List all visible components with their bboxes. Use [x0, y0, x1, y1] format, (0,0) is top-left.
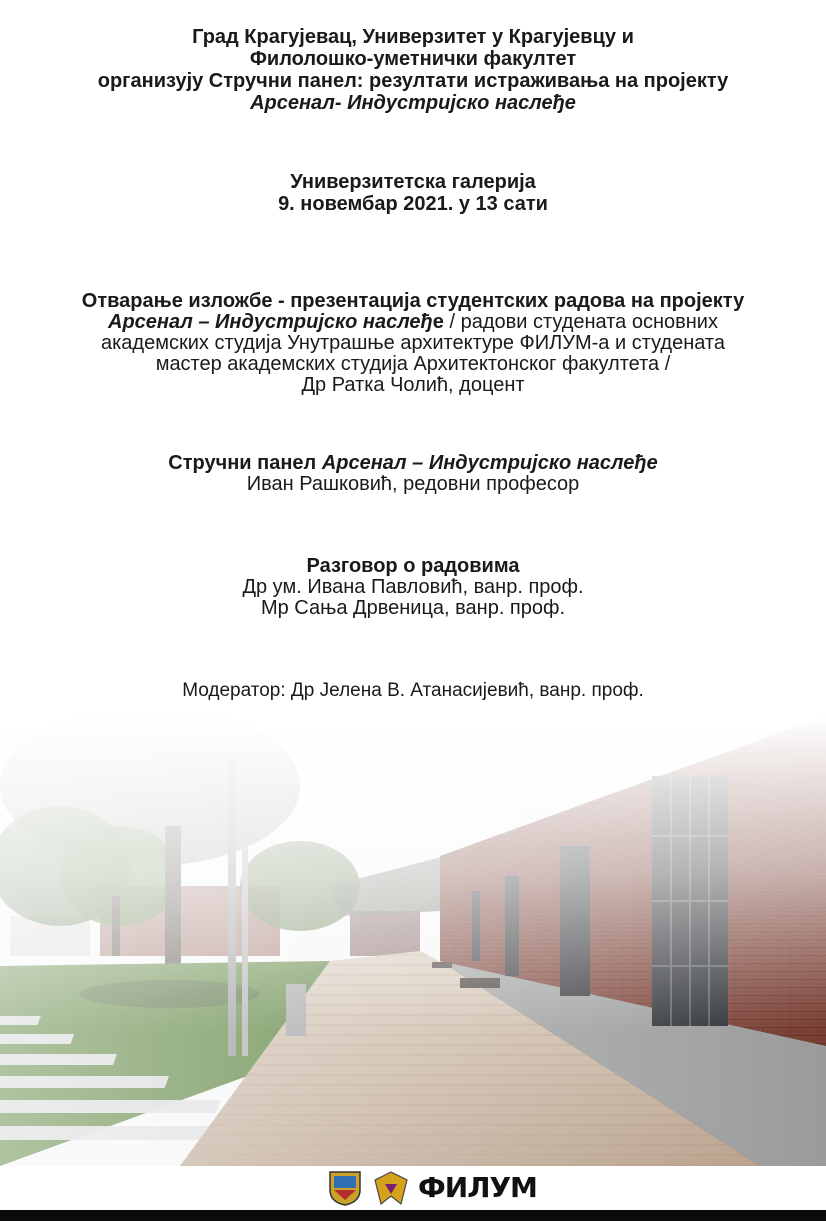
kragujevac-coat-of-arms-icon [328, 1170, 362, 1206]
event-date: 9. новембар 2021. у 13 сати [278, 193, 548, 215]
moderator-text: Модератор: Др Јелена В. Атанасијевић, ванр. проф. [182, 680, 644, 701]
moderator-line [0, 680, 826, 701]
works-discussion [0, 556, 826, 619]
venue-info [0, 171, 826, 215]
exhibition-description-line-3: академских студија Унутрашње архитектуре ФИЛУМ-а и студената [100, 332, 725, 354]
exhibition-project-italic: Арсенал – Индустријско наслеђ [108, 311, 433, 333]
exhibition-opening [0, 291, 826, 396]
organizers-line-3: организују Стручни панел: резултати истраживања на пројекту [97, 70, 729, 92]
organizers-line-2: Филолошко-уметнички факултет [249, 48, 577, 70]
exhibition-description-line-4: мастер академских студија Архитектонског факултета / [155, 353, 671, 375]
exhibition-description-start: / радови студената основних [443, 311, 718, 333]
exhibition-project-tail: е [432, 311, 444, 333]
filum-logo: ФИЛУМ [418, 1171, 537, 1204]
panel-speaker: Иван Рашковић, редовни професор [246, 473, 580, 495]
panel-title-project: Арсенал – Индустријско наслеђе [321, 452, 658, 474]
project-name: Арсенал- Индустријско наслеђе [250, 92, 576, 114]
discussion-speaker-2: Мр Сања Дрвеница, ванр. проф. [260, 597, 566, 619]
arsenal-rendering-image [0, 716, 826, 1166]
footer-logos [0, 1166, 826, 1210]
panel-title-prefix: Стручни панел [168, 452, 322, 474]
venue-place: Универзитетска галерија [290, 171, 536, 193]
bottom-bar [0, 1210, 826, 1221]
expert-panel [0, 453, 826, 495]
exhibition-title: Отварање изложбе - презентација студентских радова на пројекту [81, 290, 745, 312]
discussion-title: Разговор о радовима [306, 555, 520, 577]
university-crest-icon [371, 1170, 411, 1208]
discussion-speaker-1: Др ум. Ивана Павловић, ванр. проф. [242, 576, 584, 598]
exhibition-presenter: Др Ратка Чолић, доцент [301, 374, 525, 396]
organizers-heading [0, 26, 826, 114]
organizers-line-1: Град Крагујевац, Универзитет у Крагујевцу и [192, 26, 634, 48]
